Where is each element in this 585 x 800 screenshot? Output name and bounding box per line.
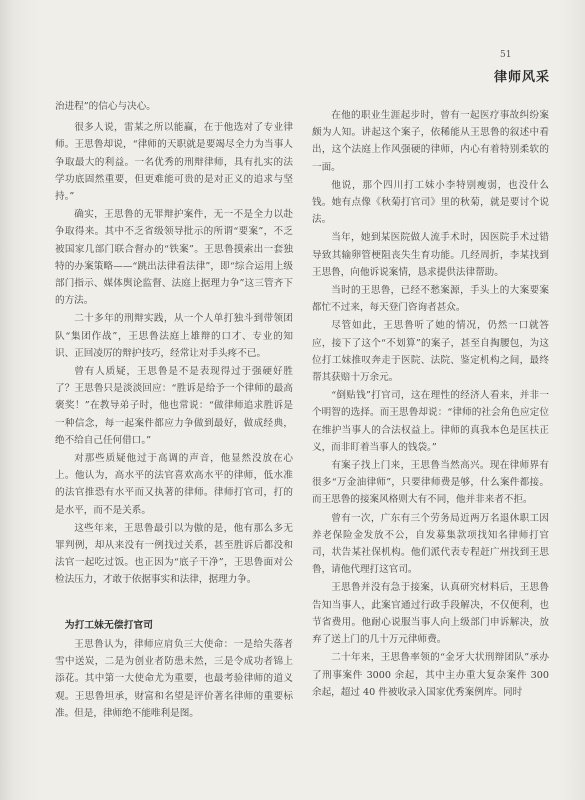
paragraph: 二十多年的刑辩实践，从一个人单打独斗到带领团队“集团作战”，王思鲁法庭上雄辩的口才、专业的知识、正回凌厉的辩护技巧，经常让对手头疼不已。 [55,313,293,359]
column-title: 律师风采 [493,70,550,85]
paragraph: “倒贴钱”打官司，这在理性的经济人看来，并非一个明智的选择。而王思鲁却说：“律师的社会角色应定位在维护当事人的合法权益上。律师的真我本色是匡扶正义，而非盯着当事人的钱袋。” [312,390,549,453]
paragraph: 曾有人质疑，王思鲁是不是表现得过于强硬好胜了？王思鲁只是淡淡回应：“胜诉是给予一个律师的最高褒奖！”在教导弟子时，他也常说：“做律师追求胜诉是一种信念，每一起案件都应力争做到最好，做成经典，绝不给自己任何借口。” [55,366,293,446]
paragraph: 二十年来，王思鲁率领的“金牙大状刑辩团队”承办了刑事案件 3000 余起，其中主办重大复杂案件 300 余起，超过 40 件被收录入国家优秀案例库。同时 [312,652,549,698]
paragraph: 确实，王思鲁的无罪辩护案件，无一不是全力以赴争取得来。其中不乏省级领导批示的所谓“要案”，不乏被国家几部门联合督办的“铁案”。王思鲁摸索出一套独特的办案策略——“跳出法律看法律”，即“综合运用上级部门指示、媒体舆论监督、法庭上据理力争”这三管齐下的方法。 [55,209,293,307]
paragraph: 王思鲁并没有急于接案，认真研究材料后，王思鲁告知当事人，此案官通过行政手段解决，不仅便利，也节省费用。他耐心说服当事人向上级部门申诉解决，放弃了送上门的几十万元律师费。 [312,582,549,646]
paragraph: 有案子找上门来，王思鲁当然高兴。现在律师界有很多“万金油律师”，只要律师费是够，什么案件都接。而王思鲁的接案风格则大有不同，他并非来者不拒。 [312,460,549,506]
paragraph: 尽管如此，王思鲁听了她的情况，仍然一口就答应，接下了这个“不划算”的案子，甚至自掏腰包，为这位打工妹推叹奔走于医院、法院、鉴定机构之间，最终帮其获赔十万余元。 [312,320,549,384]
paragraph: 当年，她到某医院做人流手术时，因医院手术过错导致其输卵管梗阻丧失生育功能。几经周折，李某找到王思鲁，向他诉说案情，恳求提供法律帮助。 [312,232,549,278]
paragraph: 曾有一次，广东有三个劳务局近两万名退休职工因养老保险金发放不公，自发募集款项找知名律师打官司，状告某社保机构。他们派代表专程赶广州找到王思鲁，请他代理打这官司。 [312,512,549,576]
paragraph: 很多人说，雷某之所以能赢，在于他选对了专业律师。王思鲁却说，“律师的天职就是要竭尽全力为当事人争取最大的利益。一名优秀的刑辩律师，具有扎实的法学功底固然重要，但更难能可贵的是对正义的追求与坚持。” [55,122,293,203]
section-subhead: 为打工妹无偿打官司 [64,619,153,631]
right-column [312,107,549,702]
page-number: 51 [500,50,512,60]
paragraph: 对那些质疑他过于高调的声音，他显然没放在心上。他认为，高水平的法官喜欢高水平的律师，低水准的法官推恐有水平而又执著的律师。律师打官司，打的是水平，而不是关系。 [55,453,293,516]
paragraph: 当时的王思鲁，已经不愁案源，手头上的大案要案都忙不过来，每天登门咨询者甚众。 [312,285,549,314]
left-column [55,98,293,723]
paragraph: 这些年来，王思鲁最引以为傲的是，他有那么多无罪判例，却从来没有一例找过关系，甚至胜诉后都没和法官一起吃过饭。也正因为“底子干净”，王思鲁面对公检法压力，才敢于依据事实和法律，据理力争。 [55,522,293,586]
paragraph: 在他的职业生涯起步时，曾有一起医疗事故纠纷案颇为人知。讲起这个案子，依稀能从王思鲁的叙述中看出，这个法庭上作风强硬的律师，内心有着特别柔软的一面。 [312,110,549,173]
paragraph: 治进程”的信心与决心。 [55,101,156,112]
paragraph: 王思鲁认为，律师应肩负三大使命：一是给失落者雪中送炭，二是为创业者防患未然，三是令成功者锦上添花。其中第一大使命尤为重要，也最考验律师的道义观。王思鲁坦承，财富和名望是评价著名律师的重要标准。但是，律师绝不能唯利是图。 [55,638,293,719]
paragraph: 他说，那个四川打工妹小李特别瘦弱，也没什么钱。她有点像《秋菊打官司》里的秋菊，就是要讨个说法。 [312,179,549,226]
